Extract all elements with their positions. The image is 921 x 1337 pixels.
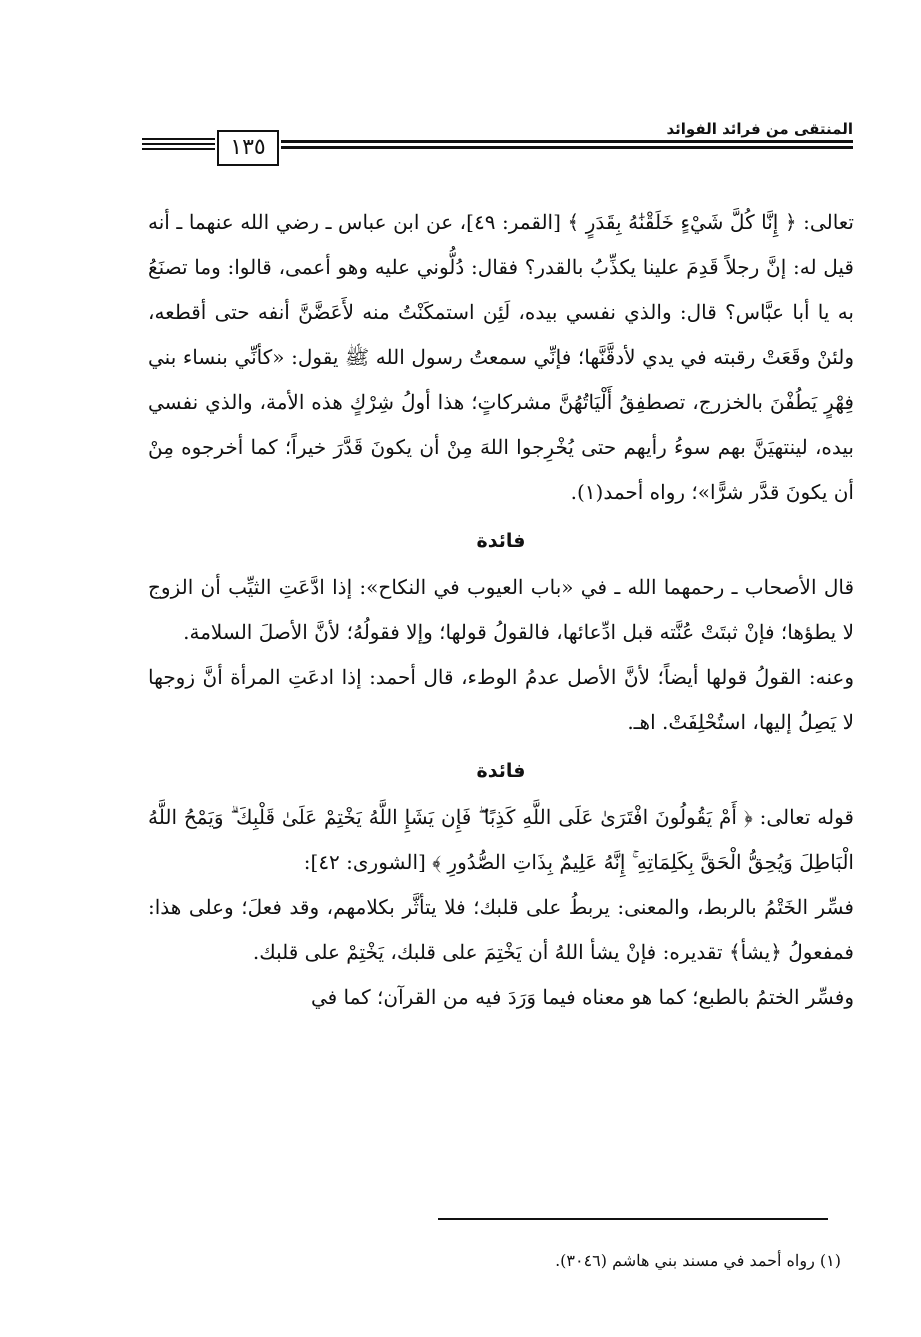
paragraph-khatm-tab: وفسِّر الختمُ بالطبع؛ كما هو معناه فيما وَرَدَ فيه من القرآن؛ كما في xyxy=(310,985,854,1009)
page-header xyxy=(130,108,853,168)
section-heading-2: فائدة xyxy=(476,760,526,782)
paragraph-shura-verse: قوله تعالى: ﴿ أَمْ يَقُولُونَ افْتَرَىٰ عَلَى اللَّهِ كَذِبًا ۖ فَإِن يَشَإِ اللَّهُ يَخْتِمْ عَلَىٰ قَلْبِكَ ۗ وَيَمْحُ اللَّهُ الْبَاطِلَ وَيُحِقُّ الْحَقَّ بِكَلِمَاتِهِ ۚ إِنَّهُ عَلِيمٌ بِذَاتِ الصُّدُورِ ﴾ [الشورى: ٤٢]: xyxy=(148,805,854,874)
footnote-separator xyxy=(438,1218,828,1220)
header-rule-right-top xyxy=(281,140,853,143)
header-rule-left-middle xyxy=(142,143,215,145)
section-heading-1: فائدة xyxy=(476,530,526,552)
main-text xyxy=(148,200,854,1020)
book-title: المنتقى من فرائد الفوائد xyxy=(666,120,853,138)
page-number: ١٣٥ xyxy=(217,130,279,166)
paragraph-ashab: قال الأصحاب ـ رحمهما الله ـ في «باب العيوب في النكاح»: إذا ادَّعَتِ الثيِّب أن الزوج لا يطؤها؛ فإنْ ثبتَتْ عُنَّته قبل ادِّعائها، فالقولُ قولها؛ وإلا فقولُهُ؛ لأنَّ الأصلَ السلامة. xyxy=(148,575,855,644)
paragraph-ahmad: وعنه: القولُ قولها أيضاً؛ لأنَّ الأصل عدمُ الوطء، قال أحمد: إذا ادعَتِ المرأة أنَّ زوجها لا يَصِلُ إليها، استُحْلِفَتْ. اهـ. xyxy=(148,665,854,734)
header-rule-right-bottom xyxy=(281,146,853,149)
paragraph-khatm-rabt: فسِّر الخَتْمُ بالربط، والمعنى: يربطُ على قلبك؛ فلا يتأثَّر بكلامهم، وقد فعلَ؛ وعلى هذا: فمفعولُ ﴿يشأ﴾ تقديره: فإنْ يشأ اللهُ أن يَخْتِمَ على قلبك، يَخْتِمْ على قلبك. xyxy=(148,895,854,964)
paragraph-ibn-abbas: تعالى: ﴿ إِنَّا كُلَّ شَيْءٍ خَلَقْنَٰهُ بِقَدَرٍ ﴾ [القمر: ٤٩]، عن ابن عباس ـ رضي الله عنهما ـ أنه قيل له: إنَّ رجلاً قَدِمَ علينا يكذِّبُ بالقدر؟ فقال: دُلُّوني عليه وهو أعمى، قالوا: وما تصنَعُ به يا أبا عبَّاس؟ قال: والذي نفسي بيده، لَئِن استمكَنْتُ منه لأَعَضَّنَّ أنفه حتى أقطعه، ولئنْ وقَعَتْ رقبته في يدي لأدقَّنَّها؛ فإنِّي سمعتُ رسول الله ﷺ يقول: «كأنِّي بنساء بني فِهْرٍ يَطُفْنَ بالخزرج، تصطفِقُ أَلْيَاتُهُنَّ مشركاتٍ؛ هذا أولُ شِرْكٍ هذه الأمة، والذي نفسي بيده، لينتهيَنَّ بهم سوءُ رأيهم حتى يُخْرِجوا اللهَ مِنْ أن يكونَ قَدَّرَ خيراً؛ كما أخرجوه مِنْ أن يكونَ قدَّر شرًّا»؛ رواه أحمد(١). xyxy=(148,210,854,504)
footnote: (١) رواه أحمد في مسند بني هاشم (٣٠٤٦). xyxy=(555,1251,841,1270)
header-rule-left-bottom xyxy=(142,148,215,150)
header-rule-left-top xyxy=(142,138,215,140)
